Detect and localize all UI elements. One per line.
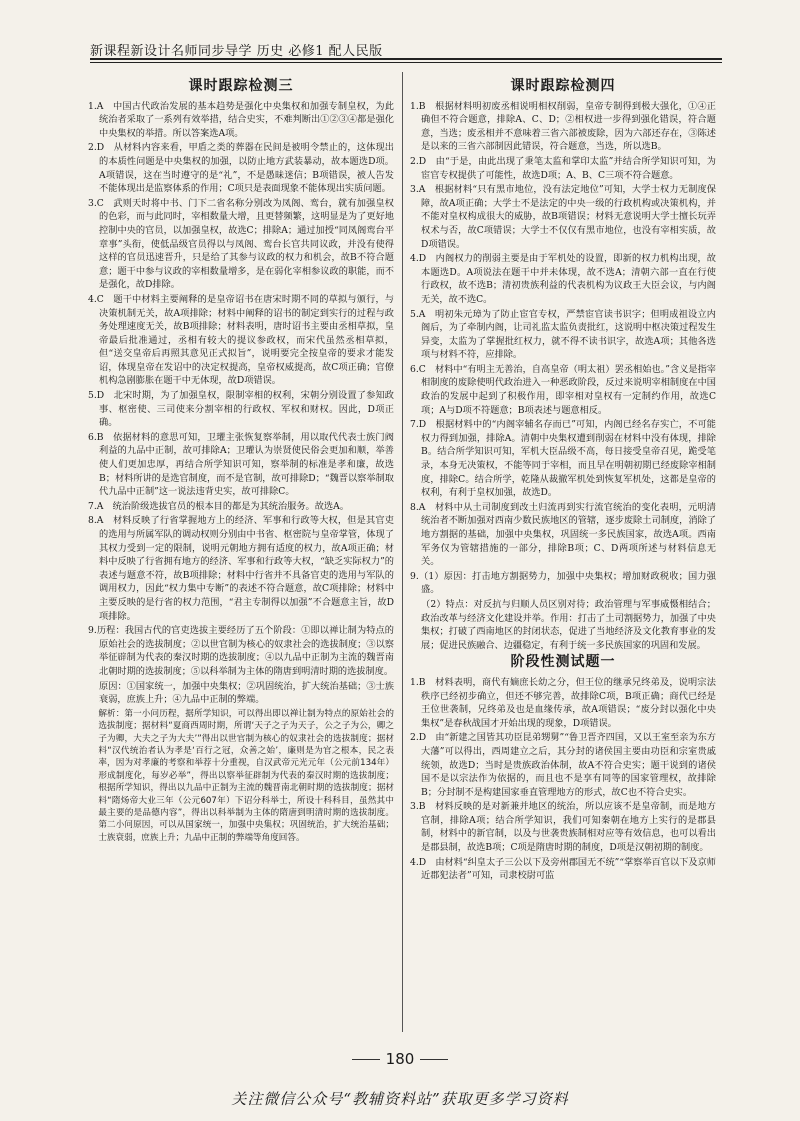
answer-item: 2.D 由“于是，由此出现了秉笔太监和掌印太监”并结合所学知识可知，为宦官专权提供了可能性，故选D项；A、B、C三项不符合题意。 — [410, 155, 716, 181]
answer-item: 原因：①国家统一，加强中央集权；②巩固统治，扩大统治基础；③士族衰弱，庶族上升；④九品中正制的弊端。 — [99, 680, 394, 706]
header-rule-thin — [90, 62, 722, 63]
answer-item: 4.D 内阁权力的削弱主要是由于军机处的设置，即新的权力机构出现，故本题选D。A项说法在题干中并未体现，故不选A；清朝六部一直在行使行政权，故不选B；清初贵族利益的代表机构为议政王大臣会议，与内阁无关，故不选C。 — [410, 253, 716, 305]
answer-item: 3.A 根据材料“只有黑市地位，没有法定地位”可知，大学士权力无制度保障，故A项正确；大学士不是法定的中央一级的行政机构或决策机构，并不能对皇权构成很大的威胁，故B项错误；材料无意说明大学士擅长玩弄权术与否，故C项错误；大学士不仅仅有黑市地位，也没有宰相实质，故D项错误。 — [410, 184, 716, 250]
page-number-text: 180 — [385, 1050, 415, 1068]
answer-item: 4.C 题干中材料主要阐释的是皇帝诏书在唐宋时期不同的草拟与颁行，与决策机制无关，故A项排除；材料中阐释的诏书的制定到实行的过程与政务处理速度无关，故B项排除；材料表明，唐时诏书主要由丞相草拟，皇帝最后批准通过，丞相有较大的提议参政权，而宋代虽然丞相草拟，但“送交皇帝后再照其意见正式拟旨”，说明要完全按皇帝的要求才能发诏，体现皇帝在发诏中的决定权提高，皇帝权威提高，故C项正确；官僚机构急剧膨胀在题干中无体现，故D项错误。 — [88, 293, 394, 387]
footer-watermark-text: 关注微信公众号“教辅资料站”获取更多学习资料 — [231, 1090, 569, 1108]
answer-item: 6.C 材料中“有明主无善治，自高皇帝（明太祖）罢丞相始也。”含义是指宰相制度的废除使明代政治进入一种恶政阶段，反过来说明宰相制度在中国政治的发展中起到了积极作用，即宰相对皇权有一定制约作用，故选C项；A与D项不符题意；B项表述与题意相反。 — [410, 363, 716, 416]
page-number — [340, 1050, 460, 1068]
answer-item: （2）特点：对反抗与归顺人员区别对待；政治管理与军事威慑相结合；政治改革与经济文化建设并举。作用：打击了土司割据势力，加强了中央集权；打破了西南地区的封闭状态，促进了当地经济及文化教育事业的发展；促进民族融合、边疆稳定，有利于统一多民族国家的巩固和发展。 — [421, 598, 716, 651]
answer-item: 5.D 北宋时期，为了加强皇权，限制宰相的权利，宋朝分别设置了参知政事、枢密使、三司使来分割宰相的行政权、军权和财权。因此，D项正确。 — [88, 390, 394, 429]
answer-item: 8.A 材料中从土司制度到改土归流再到实行流官统治的变化表明，元明清统治者不断加强对西南少数民族地区的管辖，逐步废除土司制度，消除了地方割据的基础，加强中央集权，巩固统一多民族国家，故选A项。西南军务仅为管辖措施的一部分，排除B项；C、D两项所述与材料信息无关。 — [410, 501, 716, 568]
right-column — [410, 76, 716, 884]
answer-item: 8.A 材料反映了行省掌握地方上的经济、军事和行政等大权，但是其官吏的选用与所属军队的调动权则分别由中书省、枢密院与皇帝掌管，体现了其权力受到一定的限制，说明元朝地方拥有适度的权力，故A项正确；材料中反映了行省拥有地方的经济、军事和行政等大权，“缺乏实际权力”的表述与题意不符，故B项排除；材料中行省并不具备官吏的选用与军队的调用权力，因此“权力集中专断”的表述不符合题意，故C项排除；材料中主要反映的是行省的权力范围，“君主专制得以加强”不合题意主旨，故D项排除。 — [88, 515, 394, 622]
section-title-4: 课时跟踪检测四 — [510, 78, 616, 94]
section-title-3: 课时跟踪检测三 — [188, 78, 294, 94]
answer-item: 2.D 从材料内容来看，甲盾之类的葬器在民间是被明令禁止的，这体现出的本质性问题是中央集权的加强，以防止地方武装暴动，故本题选D项。A项错误，这在当时遵守的是“礼”，不是愚昧迷信；B项错误，被人告发不能体现出是监察体系的作用；C项只是表面现象不能体现出实质问题。 — [88, 142, 394, 195]
answer-analysis: 解析：第一小问历程，据所学知识，可以得出即以禅让制为特点的原始社会的选拔制度；据材料“夏商西周时期，所谓‘天子之子为天子，公之子为公，卿之子为卿，大夫之子为大夫’”得出以世官制为核心的奴隶社会的选拔制度；据材料“汉代统治者认为孝是‘百行之冠，众善之始’，廉则是为官之根本，民之表率，因为对孝廉的考察和举荐十分重视，自汉武帝元光元年（公元前134年）形成制度化，每岁必举”，得出以察举征辟制为代表的秦汉时期的选拔制度；根据所学知识，得出以九品中正制为主流的魏晋南北朝时期的选拔制度；据材料“隋炀帝大业三年（公元607年）下诏分科举士，所设十科科目，虽然其中最主要的是品德内容”，得出以科举制为主体的隋唐到明清时期的选拔制度。第二小问原因，可以从国家统一，加强中央集权；巩固统治，扩大统治基础；士族衰弱，庶族上升；九品中正制的弊端等角度回答。 — [98, 708, 394, 843]
answer-item: 9.历程：我国古代的官吏选拔主要经历了五个阶段：①即以禅让制为特点的原始社会的选拔制度；②以世官制为核心的奴隶社会的选拔制度；③以察举征辟制为代表的秦汉时期的选拔制度；④以九品中正制为主流的魏晋南北朝时期的选拔制度；⑤以科举制为主体的隋唐到明清时期的选拔制度。 — [88, 625, 394, 677]
answer-item: 3.C 武则天时将中书、门下二省名称分别改为凤阁、鸾台，就有加强皇权的色彩，而与此同时，宰相数量大增，且更替频繁，这明显是为了更好地控制中央的官员，以加强皇权，故选C；排除A；通过加授“同凤阁鸾台平章事”头衔，使低品级官员得以与凤阁、鸾台长官共同议政，并没有使得这样的官员迅速晋升，只是给了其参与议政的权力和机会，故B不符合题意；题干中参与议政的宰相数量增多，是在弱化宰相参议政的职能，而不是强化，故D排除。 — [88, 197, 394, 291]
answer-item: 3.B 材料反映的是对新兼并地区的统治，所以应该不是皇帝制，而是地方官制，排除A项；结合所学知识，我们可知秦朝在地方上实行的是郡县制，材料中的新官制，以及与世袭贵族制相对应等有效信息，也可以看出是郡县制，故选B项；C项是隋唐时期的制度，D项是汉朝初期的制度。 — [410, 801, 716, 854]
answer-item: 1.B 根据材料明初废丞相说明相权削弱，皇帝专制得到极大强化，①④正确但不符合题意，排除A、C、D；②相权进一步得到强化错误，符合题意，当选；废丞相并不意味着三省六部被废除，因为六部还存在，③陈述是以来的三省六部制因此错误，符合题意，当选，所以选B。 — [410, 100, 716, 153]
left-column — [88, 76, 394, 845]
header-rule — [90, 58, 722, 60]
answer-item: 5.A 明初朱元璋为了防止宦官专权，严禁宦官读书识字；但明成祖设立内阁后，为了牵制内阁，让司礼监太监负责批红，这说明中枢决策过程发生异变，太监为了掌握批红权力，就不得不读书识字，故选A项；其他各选项与材料不符，应排除。 — [410, 308, 716, 361]
answer-item: 1.B 材料表明，商代有嫡庶长幼之分，但王位的继承兄终弟及，说明宗法秩序已经初步确立，但还不够完善，故排除C项，B项正确；商代已经是王位世袭制，兄终弟及也是血缘传承，故A项错误；“废分封以强化中央集权”是春秋战国才开始出现的现象，D项错误。 — [410, 676, 716, 729]
answer-item: 9.（1）原因：打击地方割据势力，加强中央集权；增加财政税收；国力强盛。 — [410, 570, 716, 596]
answer-item: 4.D 由材料“纠皇太子三公以下及旁州郡国无不统”“掌察举百官以下及京师近郡犯法者”可知，司隶校尉可监 — [410, 856, 716, 882]
column-divider — [402, 72, 403, 1032]
answer-item: 2.D 由“新建之国皆其功臣昆弟甥舅”“鲁卫晋齐四国，又以王室至亲为东方大藩”可以得出，西周建立之后，其分封的诸侯国主要由功臣和宗室贵戚统领，故选D；当时是贵族政治体制，故A不符合史实；题干说到的诸侯国不是以宗法作为依据的，而且也不是享有同等的国家管理权，故排除B；分封制不是构建国家垂直管理地方的形式，故C也不符合史实。 — [410, 732, 716, 798]
answer-item: 1.A 中国古代政治发展的基本趋势是强化中央集权和加强专制皇权，为此统治者采取了一系列有效举措，结合史实，不难判断出①②③④都是强化中央集权的举措。所以答案选A项。 — [88, 100, 394, 139]
answer-item: 7.D 根据材料中的“内阁宰辅名存而已”可知，内阁已经名存实亡，不可能权力得到加强，排除A。清朝中央集权遭到削弱在材料中没有体现，排除B。结合所学知识可知，军机大臣品级不高，每日接受皇帝召见，跪受笔录，本身无决策权，不能等同于宰相，而且早在明朝初期已经废除宰相制度，排除C。结合所学，乾隆从裁撤军机处到恢复军机处，这都是皇帝的权利，有利于皇权加强，故选D。 — [410, 419, 716, 499]
page-header: 新课程新设计名师同步导学 历史 必修1 配人民版 — [90, 44, 383, 59]
answer-item: 6.B 依据材料的意思可知，卫瓘主张恢复察举制，用以取代代表士族门阀利益的九品中正制，故可排除A；卫瓘认为崇贤使民俗会更加和顺，举善使人们更加忠厚，再结合所学知识可知，察举制的标准是孝和廉，故选B；材料所讲的是选官制度，而不是官制，故可排除D；“魏晋以察举制取代九品中正制”这一说法违背史实，故可排除C。 — [88, 431, 394, 498]
section-title-stage-test: 阶段性测试题一 — [510, 654, 616, 671]
answer-item: 7.A 统治阶级选拔官员的根本目的都是为其统治服务。故选A。 — [88, 500, 349, 512]
